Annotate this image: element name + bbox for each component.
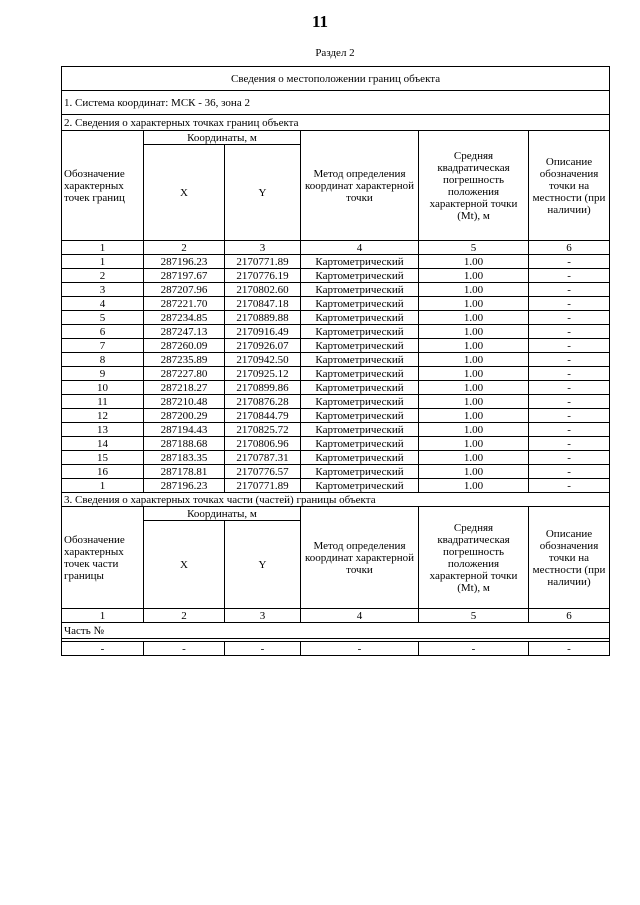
point-description: - [529,437,610,451]
point-method: Картометрический [301,423,419,437]
section2-title: 2. Сведения о характерных точках границ объекта [62,115,610,131]
point-x: 287194.43 [144,423,225,437]
table-row [62,255,610,269]
point-description: - [529,269,610,283]
table-row [62,409,610,423]
point-y: 2170802.60 [225,283,301,297]
col-number: 6 [529,241,610,255]
point-accuracy: 1.00 [419,395,529,409]
point-y: 2170889.88 [225,311,301,325]
part-cell: - [301,642,419,656]
table-row [62,283,610,297]
point-description: - [529,311,610,325]
point-x: 287234.85 [144,311,225,325]
col-number: 4 [301,241,419,255]
point-method: Картометрический [301,381,419,395]
point-description: - [529,255,610,269]
point-x: 287200.29 [144,409,225,423]
col-number: 1 [62,609,144,623]
point-accuracy: 1.00 [419,451,529,465]
point-method: Картометрический [301,409,419,423]
header-method: Метод определения координат характерной точки [301,507,419,609]
point-number: 8 [62,353,144,367]
point-x: 287197.67 [144,269,225,283]
point-description: - [529,297,610,311]
point-accuracy: 1.00 [419,311,529,325]
point-number: 13 [62,423,144,437]
point-accuracy: 1.00 [419,297,529,311]
point-method: Картометрический [301,367,419,381]
header-coordinates: Координаты, м [144,131,301,145]
table-row [62,479,610,493]
table-row [62,381,610,395]
point-y: 2170847.18 [225,297,301,311]
col-number: 2 [144,609,225,623]
col-number: 4 [301,609,419,623]
section3-title: 3. Сведения о характерных точках части (частей) границы объекта [62,493,610,507]
point-y: 2170776.19 [225,269,301,283]
point-number: 3 [62,283,144,297]
point-accuracy: 1.00 [419,325,529,339]
point-method: Картометрический [301,269,419,283]
header-y: Y [225,145,301,241]
point-number: 15 [62,451,144,465]
point-method: Картометрический [301,283,419,297]
table-row [62,423,610,437]
point-y: 2170926.07 [225,339,301,353]
page-number: 11 [311,12,329,31]
point-accuracy: 1.00 [419,479,529,493]
point-x: 287227.80 [144,367,225,381]
point-method: Картометрический [301,437,419,451]
column-numbers-row [62,609,610,623]
part-cell: - [419,642,529,656]
part-cell: - [62,642,144,656]
boundary-points-table [61,66,610,507]
point-y: 2170876.28 [225,395,301,409]
col-number: 5 [419,241,529,255]
point-method: Картометрический [301,311,419,325]
point-x: 287188.68 [144,437,225,451]
col-number: 1 [62,241,144,255]
point-accuracy: 1.00 [419,423,529,437]
point-number: 7 [62,339,144,353]
point-y: 2170776.57 [225,465,301,479]
point-number: 2 [62,269,144,283]
point-y: 2170844.79 [225,409,301,423]
table-row [62,465,610,479]
point-description: - [529,423,610,437]
point-number: 1 [62,255,144,269]
col-number: 6 [529,609,610,623]
point-method: Картометрический [301,325,419,339]
point-description: - [529,353,610,367]
col-number: 3 [225,241,301,255]
header-y: Y [225,521,301,609]
table-row [62,367,610,381]
col-number: 5 [419,609,529,623]
part-cell: - [225,642,301,656]
table-row [62,395,610,409]
header-point-designation: Обозначение характерных точек границ [62,131,144,241]
point-method: Картометрический [301,339,419,353]
point-y: 2170942.50 [225,353,301,367]
header-x: X [144,521,225,609]
point-x: 287207.96 [144,283,225,297]
table-row [62,311,610,325]
point-accuracy: 1.00 [419,465,529,479]
point-number: 4 [62,297,144,311]
point-x: 287196.23 [144,479,225,493]
part-cell: - [144,642,225,656]
header-accuracy: Средняя квадратическая погрешность положения характерной точки (Mt), м [419,507,529,609]
part-cell: - [529,642,610,656]
point-y: 2170787.31 [225,451,301,465]
point-accuracy: 1.00 [419,255,529,269]
header-point-designation-part: Обозначение характерных точек части границы [62,507,144,609]
point-method: Картометрический [301,255,419,269]
column-numbers-row [62,241,610,255]
table-row [62,437,610,451]
point-x: 287235.89 [144,353,225,367]
point-x: 287183.35 [144,451,225,465]
header-accuracy: Средняя квадратическая погрешность положения характерной точки (Mt), м [419,131,529,241]
point-x: 287210.48 [144,395,225,409]
table-row [62,269,610,283]
point-y: 2170899.86 [225,381,301,395]
point-accuracy: 1.00 [419,269,529,283]
point-accuracy: 1.00 [419,381,529,395]
point-method: Картометрический [301,465,419,479]
point-y: 2170806.96 [225,437,301,451]
point-accuracy: 1.00 [419,437,529,451]
point-description: - [529,451,610,465]
point-method: Картометрический [301,451,419,465]
point-description: - [529,381,610,395]
col-number: 2 [144,241,225,255]
point-y: 2170771.89 [225,255,301,269]
point-accuracy: 1.00 [419,283,529,297]
point-x: 287196.23 [144,255,225,269]
point-method: Картометрический [301,479,419,493]
point-accuracy: 1.00 [419,367,529,381]
header-description: Описание обозначения точки на местности (при наличии) [529,507,610,609]
point-number: 10 [62,381,144,395]
point-number: 11 [62,395,144,409]
point-description: - [529,479,610,493]
point-method: Картометрический [301,353,419,367]
point-accuracy: 1.00 [419,409,529,423]
table-row [62,325,610,339]
point-number: 6 [62,325,144,339]
point-number: 16 [62,465,144,479]
point-number: 1 [62,479,144,493]
point-accuracy: 1.00 [419,339,529,353]
point-description: - [529,283,610,297]
point-number: 5 [62,311,144,325]
point-y: 2170825.72 [225,423,301,437]
point-y: 2170771.89 [225,479,301,493]
part-boundary-table [61,506,610,656]
col-number: 3 [225,609,301,623]
part-row [62,642,610,656]
point-method: Картометрический [301,395,419,409]
point-accuracy: 1.00 [419,353,529,367]
part-label: Часть № [62,623,610,639]
point-description: - [529,339,610,353]
point-number: 14 [62,437,144,451]
point-x: 287221.70 [144,297,225,311]
table-row [62,297,610,311]
point-number: 9 [62,367,144,381]
header-description: Описание обозначения точки на местности (при наличии) [529,131,610,241]
point-number: 12 [62,409,144,423]
point-description: - [529,367,610,381]
section-label: Раздел 2 [315,47,355,59]
point-x: 287178.81 [144,465,225,479]
point-x: 287260.09 [144,339,225,353]
point-description: - [529,325,610,339]
point-x: 287218.27 [144,381,225,395]
point-description: - [529,465,610,479]
coord-system: 1. Система координат: МСК - 36, зона 2 [62,91,610,115]
table-title: Сведения о местоположении границ объекта [62,67,610,91]
point-description: - [529,395,610,409]
point-x: 287247.13 [144,325,225,339]
point-method: Картометрический [301,297,419,311]
table-row [62,353,610,367]
point-y: 2170925.12 [225,367,301,381]
header-coordinates: Координаты, м [144,507,301,521]
table-row [62,339,610,353]
table-row [62,451,610,465]
point-y: 2170916.49 [225,325,301,339]
header-method: Метод определения координат характерной точки [301,131,419,241]
point-description: - [529,409,610,423]
header-x: X [144,145,225,241]
